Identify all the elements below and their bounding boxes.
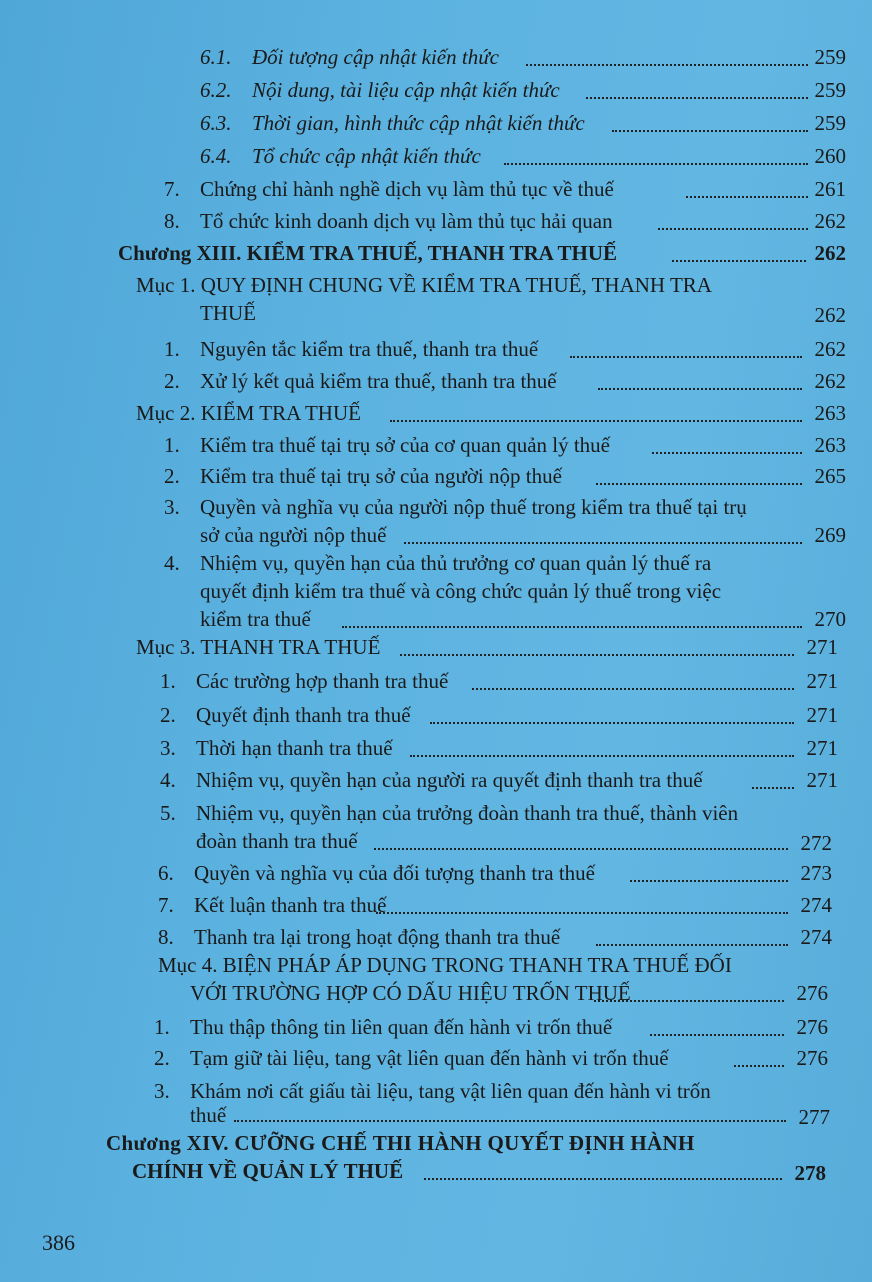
toc-entry-number: 2. — [164, 369, 180, 393]
dot-leader — [596, 944, 788, 946]
toc-entry-number: 7. — [164, 177, 180, 201]
toc-entry-number: 1. — [154, 1015, 170, 1039]
toc-entry-page: 263 — [814, 401, 846, 425]
toc-entry-title: Nhiệm vụ, quyền hạn của thủ trưởng cơ quan quản lý thuế ra — [200, 551, 712, 575]
toc-entry-page: 271 — [806, 736, 838, 760]
toc-entry-page: 274 — [800, 893, 832, 917]
toc-entry — [0, 1078, 872, 1134]
toc-entry-page: 273 — [800, 861, 832, 885]
toc-entry-title-continued: thuế — [190, 1103, 227, 1127]
toc-entry-number: 5. — [160, 801, 176, 825]
dot-leader — [400, 654, 794, 656]
dot-leader — [410, 755, 794, 757]
toc-entry-number: 8. — [158, 925, 174, 949]
toc-entry-title: Thanh tra lại trong hoạt động thanh tra thuế — [194, 925, 561, 949]
toc-entry-number: 8. — [164, 209, 180, 233]
toc-entry-number: 2. — [154, 1046, 170, 1070]
dot-leader — [612, 130, 808, 132]
section-title: Mục 2. KIỂM TRA THUẾ — [136, 401, 361, 425]
section-heading — [0, 272, 872, 332]
toc-entry-title: Khám nơi cất giấu tài liệu, tang vật liên quan đến hành vi trốn — [190, 1079, 711, 1103]
section-heading — [0, 952, 872, 1008]
dot-leader — [586, 97, 808, 99]
toc-entry — [0, 494, 872, 550]
toc-entry — [0, 143, 872, 169]
dot-leader — [526, 64, 808, 66]
toc-entry-page: 265 — [814, 464, 846, 488]
toc-entry-number: 1. — [160, 669, 176, 693]
toc-entry-page: 277 — [798, 1105, 830, 1129]
toc-entry-number: 6.1. — [200, 45, 232, 69]
toc-entry-title: Tổ chức kinh doanh dịch vụ làm thủ tục hải quan — [200, 209, 613, 233]
toc-entry-number: 4. — [164, 551, 180, 575]
toc-entry-page: 274 — [800, 925, 832, 949]
section-title: Mục 3. THANH TRA THUẾ — [136, 635, 381, 659]
toc-entry-title: Nguyên tắc kiểm tra thuế, thanh tra thuế — [200, 337, 539, 361]
toc-entry-page: 261 — [814, 177, 846, 201]
toc-entry-number: 1. — [164, 337, 180, 361]
toc-entry-title: Thời gian, hình thức cập nhật kiến thức — [252, 111, 585, 135]
toc-entry-page: 259 — [814, 111, 846, 135]
toc-entry — [0, 1045, 872, 1071]
chapter-heading — [0, 240, 872, 266]
toc-entry-title-continued: sở của người nộp thuế — [200, 523, 387, 547]
toc-entry — [0, 463, 872, 489]
toc-entry-number: 2. — [164, 464, 180, 488]
dot-leader — [430, 722, 794, 724]
dot-leader — [650, 1034, 784, 1036]
toc-entry-page: 271 — [806, 669, 838, 693]
toc-entry-title: Xử lý kết quả kiểm tra thuế, thanh tra thuế — [200, 369, 557, 393]
toc-entry-page: 259 — [814, 45, 846, 69]
toc-entry-title: Nhiệm vụ, quyền hạn của trưởng đoàn thanh tra thuế, thành viên — [196, 801, 739, 825]
dot-leader — [596, 483, 802, 485]
toc-entry — [0, 77, 872, 103]
toc-entry-title: Quyền và nghĩa vụ của đối tượng thanh tra thuế — [194, 861, 595, 885]
section-title-continued: VỚI TRƯỜNG HỢP CÓ DẤU HIỆU TRỐN THUẾ — [190, 981, 631, 1005]
toc-entry — [0, 800, 872, 856]
toc-entry-page: 262 — [814, 337, 846, 361]
dot-leader — [376, 912, 788, 914]
dot-leader — [472, 688, 794, 690]
toc-entry — [0, 735, 872, 761]
dot-leader — [342, 626, 802, 628]
toc-entry-title: Kết luận thanh tra thuế — [194, 893, 387, 917]
toc-entry — [0, 668, 872, 694]
toc-entry-title: Quyết định thanh tra thuế — [196, 703, 411, 727]
toc-entry-page: 270 — [814, 607, 846, 631]
toc-entry — [0, 44, 872, 70]
toc-entry — [0, 702, 872, 728]
dot-leader — [672, 260, 806, 262]
toc-entry-title: Kiểm tra thuế tại trụ sở của cơ quan quản lý thuế — [200, 433, 611, 457]
dot-leader — [658, 228, 808, 230]
toc-entry-page: 259 — [814, 78, 846, 102]
dot-leader — [424, 1178, 782, 1180]
toc-entry-page: 262 — [814, 369, 846, 393]
dot-leader — [404, 542, 802, 544]
toc-entry — [0, 892, 872, 918]
toc-entry-number: 2. — [160, 703, 176, 727]
dot-leader — [594, 1000, 784, 1002]
toc-entry — [0, 924, 872, 950]
toc-entry-number: 6. — [158, 861, 174, 885]
chapter-title: Chương XIV. CƯỠNG CHẾ THI HÀNH QUYẾT ĐỊNH HÀNH — [106, 1131, 695, 1155]
toc-entry-number: 6.3. — [200, 111, 232, 135]
chapter-heading — [0, 1130, 872, 1188]
toc-entry-title: Thời hạn thanh tra thuế — [196, 736, 393, 760]
toc-entry — [0, 368, 872, 394]
toc-entry-title: Các trường hợp thanh tra thuế — [196, 669, 449, 693]
toc-entry-page: 260 — [814, 144, 846, 168]
toc-entry — [0, 550, 872, 634]
toc-entry-title: Thu thập thông tin liên quan đến hành vi trốn thuế — [190, 1015, 613, 1039]
toc-entry-title-continued: quyết định kiểm tra thuế và công chức quản lý thuế trong việc — [200, 579, 722, 603]
section-title: Mục 1. QUY ĐỊNH CHUNG VỀ KIỂM TRA THUẾ, THANH TRA — [136, 273, 712, 297]
chapter-title: Chương XIII. KIỂM TRA THUẾ, THANH TRA THUẾ — [118, 241, 618, 265]
dot-leader — [752, 787, 794, 789]
toc-entry-number: 1. — [164, 433, 180, 457]
dot-leader — [374, 848, 788, 850]
dot-leader — [598, 388, 802, 390]
toc-entry-page: 262 — [814, 303, 846, 327]
dot-leader — [390, 420, 802, 422]
toc-entry-title-continued: đoàn thanh tra thuế — [196, 829, 358, 853]
section-heading — [0, 634, 872, 660]
toc-entry-page: 276 — [796, 1015, 828, 1039]
dot-leader — [686, 196, 808, 198]
toc-entry-title: Tạm giữ tài liệu, tang vật liên quan đến hành vi trốn thuế — [190, 1046, 669, 1070]
toc-entry-title: Kiểm tra thuế tại trụ sở của người nộp thuế — [200, 464, 562, 488]
toc-entry-number: 3. — [154, 1079, 170, 1103]
toc-entry-number: 3. — [164, 495, 180, 519]
dot-leader — [234, 1120, 786, 1122]
toc-entry-number: 4. — [160, 768, 176, 792]
toc-entry-page: 276 — [796, 981, 828, 1005]
toc-entry-page: 262 — [814, 241, 846, 265]
toc-entry-number: 6.4. — [200, 144, 232, 168]
toc-entry-number: 3. — [160, 736, 176, 760]
toc-entry-title: Nhiệm vụ, quyền hạn của người ra quyết định thanh tra thuế — [196, 768, 703, 792]
toc-entry-title: Chứng chỉ hành nghề dịch vụ làm thủ tục về thuế — [200, 177, 614, 201]
toc-entry — [0, 176, 872, 202]
toc-entry-page: 278 — [794, 1161, 826, 1185]
toc-entry-title: Nội dung, tài liệu cập nhật kiến thức — [252, 78, 560, 102]
toc-entry-page: 271 — [806, 768, 838, 792]
toc-entry — [0, 432, 872, 458]
toc-entry — [0, 1014, 872, 1040]
toc-entry-page: 272 — [800, 831, 832, 855]
toc-entry-title: Tổ chức cập nhật kiến thức — [252, 144, 481, 168]
toc-entry — [0, 767, 872, 793]
toc-entry-number: 7. — [158, 893, 174, 917]
toc-entry-page: 276 — [796, 1046, 828, 1070]
toc-entry-page: 269 — [814, 523, 846, 547]
section-title-continued: THUẾ — [200, 301, 256, 325]
section-title: Mục 4. BIỆN PHÁP ÁP DỤNG TRONG THANH TRA THUẾ ĐỐI — [158, 953, 732, 977]
toc-entry-title: Đối tượng cập nhật kiến thức — [252, 45, 499, 69]
toc-entry — [0, 208, 872, 234]
toc-entry — [0, 336, 872, 362]
chapter-title-continued: CHÍNH VỀ QUẢN LÝ THUẾ — [132, 1159, 404, 1183]
toc-entry-page: 271 — [806, 635, 838, 659]
toc-entry-page: 262 — [814, 209, 846, 233]
toc-entry — [0, 110, 872, 136]
dot-leader — [734, 1065, 784, 1067]
dot-leader — [652, 452, 802, 454]
toc-entry-page: 271 — [806, 703, 838, 727]
section-heading — [0, 400, 872, 426]
toc-entry-title-continued: kiểm tra thuế — [200, 607, 311, 631]
toc-entry-number: 6.2. — [200, 78, 232, 102]
dot-leader — [630, 880, 788, 882]
toc-entry-page: 263 — [814, 433, 846, 457]
toc-entry — [0, 860, 872, 886]
dot-leader — [504, 163, 808, 165]
page-number: 386 — [42, 1230, 75, 1255]
toc-entry-title: Quyền và nghĩa vụ của người nộp thuế trong kiểm tra thuế tại trụ — [200, 495, 747, 519]
dot-leader — [570, 356, 802, 358]
